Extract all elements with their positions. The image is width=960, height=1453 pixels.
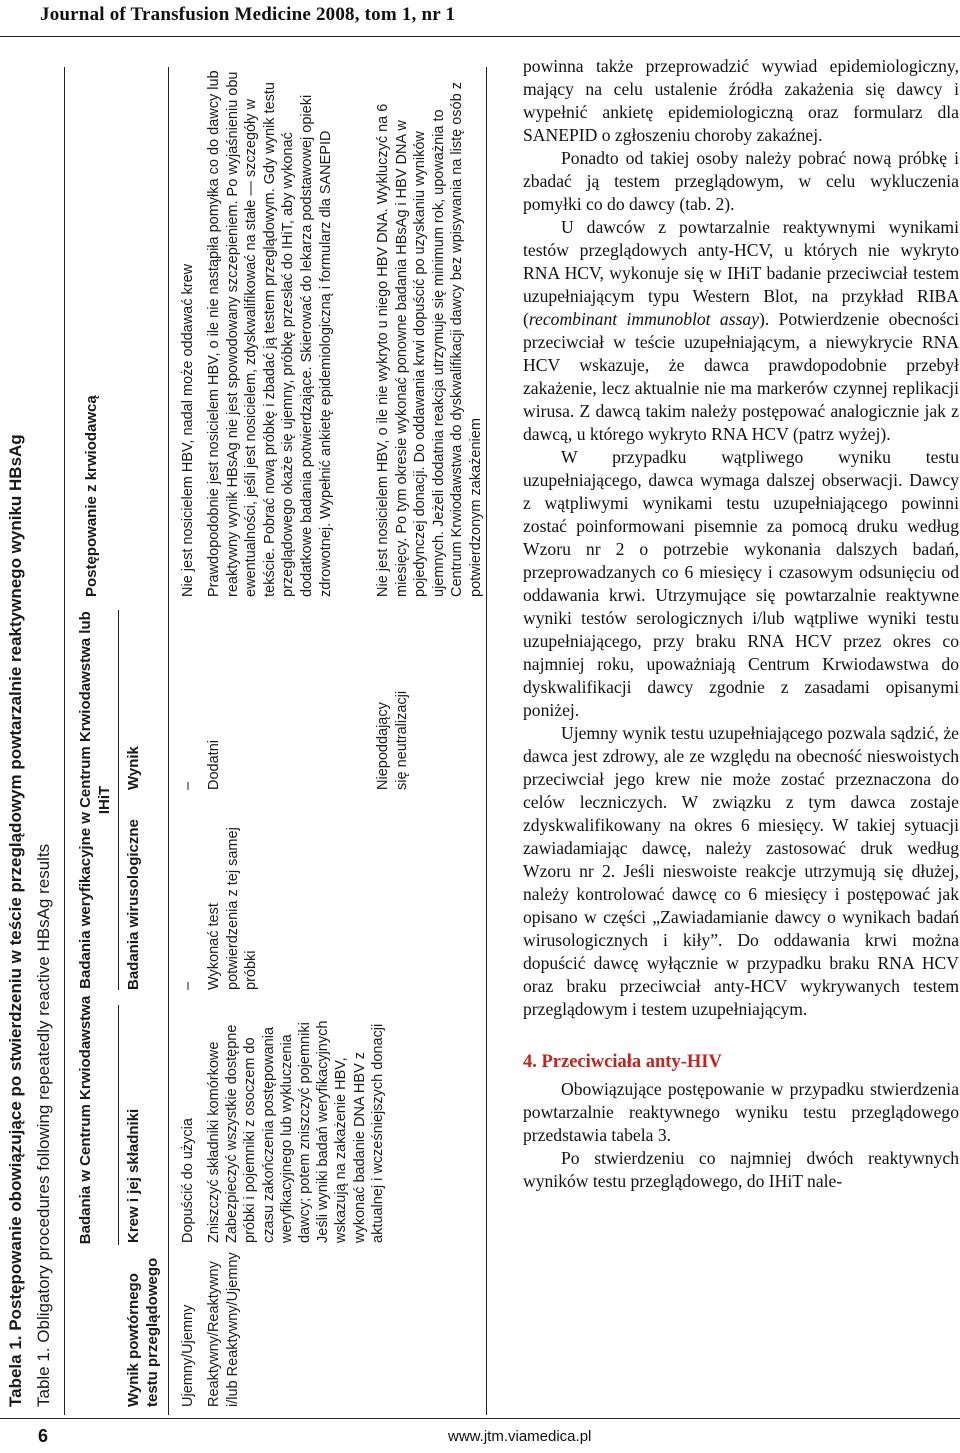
header-result: Wynik powtórnego testu przeglądowego [125, 1257, 161, 1407]
header-bottom-rule [168, 67, 169, 1415]
table-bottom-rule [486, 67, 487, 1415]
group-header-centre: Badania w Centrum Krwiodawstwa [77, 995, 94, 1245]
journal-header: Journal of Transfusion Medicine 2008, tom 1, nr 1 [40, 4, 456, 25]
footer-url: www.jtm.viamedica.pl [448, 1428, 592, 1445]
page-number: 6 [38, 1426, 49, 1446]
table-row-1-blood: Dopuścić do użycia [180, 1118, 196, 1243]
rotated-table [0, 40, 500, 1415]
paragraph-6: Obowiązujące postępowanie w przypadku stwierdzenia powtarzalnie reaktywnego wyniku testu przeglądowego przedstawia tabela 3. [523, 1079, 959, 1145]
paragraph-3-part-b: ). Potwierdzenie obecności przeciwciał w teście uzupełniającym, a niewykrycie RNA HCV wskazuje, że dawca prawdopodobnie przebył zakażenie, lecz aktualnie nie ma markerów czynnej replikacji wirusa. Z dawcą takim należy postępować analogicznie jak z dawcą, u którego wykryto RNA HCV (patrz wyżej). [523, 309, 960, 444]
header-procedure: Postępowanie z krwiodawcą [83, 395, 100, 597]
body-text-column [523, 55, 959, 1193]
paragraph-5: Ujemny wynik testu uzupełniającego pozwala sądzić, że dawca jest zdrowy, ale ze względu na obecność nieswoistych przeciwciał jego krew nie może zostać przeznaczona do celów leczniczych. W związku z tym dawca zostaje zdyskwalifikowany na okres 6 miesięcy. W takiej sytuacji zawiadamiając dawcę, należy zastosować druk według Wzoru nr 2. Jeśli nieswoiste reakcje utrzymują się dłużej, należy kontrolować dawcę co 6 miesięcy i postępować jak opisano w części „Zawiadamianie dawcy o wynikach badań wirusologicznych i kiły”. Do oddawania krwi można dopuścić dawcę wyłącznie w przypadku braku RNA HCV oraz braku przeciwciał anty-HCV wykrywanych testem przeglądowym i testem uzupełniającym. [523, 723, 959, 1019]
table-caption-en: Table 1. Obligatory procedures following repeatedly reactive HBsAg results [34, 843, 53, 1407]
header-blood: Krew i jej składniki [125, 1108, 142, 1243]
paragraph-4: W przypadku wątpliwego wyniku testu uzupełniającego, dawca wymaga dalszej obserwacji. Dawcy z wątpliwymi wynikami testu uzupełniającego powinni zostać poinformowani pisemnie za pomocą druku według Wzoru nr 2 o potrzebie wykonania dalszych badań, przeprowadzanych co 6 miesięcy i czasowym odsunięciu od oddawania krwi. Utrzymujące się powtarzalnie reaktywne wyniki testów serologicznych i/lub wątpliwe wyniki testu uzupełniającego, przy braku RNA HCV przez okres co najmniej roku, upoważniają Centrum Krwiodawstwa do dyskwalifikacji dawcy zgodnie z zasadami opisanymi poniżej. [523, 447, 959, 720]
table-row-1-virology: – [180, 981, 196, 990]
paragraph-1: powinna także przeprowadzić wywiad epidemiologiczny, mający na celu ustalenie źródła zakażenia się dawcy i wypełnić ankietę epidemiologiczną oraz formularz dla SANEPID o zgłoszeniu choroby zakaźnej. [523, 56, 959, 145]
header-virology: Badania wirusologiczne [125, 819, 142, 990]
table-row-2-procedure: Prawdopodobnie jest nosicielem HBV, o ile nie nastąpiła pomyłka co do dawcy lub reaktywny wynik HBsAg nie jest spowodowany szczepieniem. Po wyjaśnieniu obu ewentualności, jeśli jest nosicielem, zdyskwalifikować na stałe — szczegóły w tekście. Pobrać nową próbkę i zbadać ją testem przeglądowym. Gdy wynik testu przeglądowego okaże się ujemny, próbkę przesłać do IHiT, aby wykonać dodatkowe badania potwierdzające. Skierować do lekarza podstawowej opieki zdrowotnej. Wypełnić ankietę epidemiologiczną i formularz dla SANEPID [206, 70, 334, 597]
paragraph-3 [523, 216, 959, 446]
paragraph-3-italic: recombinant immunoblot assay [528, 309, 760, 329]
table-area [0, 40, 500, 1415]
table-row-1-result: Ujemny/Ujemny [180, 1304, 196, 1407]
table-row-3-procedure: Nie jest nosicielem HBV, o ile nie wykryto u niego HBV DNA. Wykluczyć na 6 miesięcy. Po tym okresie wykonać ponowne badania HBsAg i HBV DNA w pojedynczej donacji. Do oddawania krwi dopuścić po uzyskaniu wyników ujemnych. Jeżeli dodatnia reakcja utrzymuje się minimum rok, upoważnia to Centrum Krwiodawstwa do dyskwalifikacji dawcy bez wpisywania na listę osób z potwierdzonym zakażeniem [375, 82, 484, 597]
footer-rule [0, 1418, 960, 1419]
table-top-rule [64, 67, 65, 1415]
table-row-2-blood: Zniszczyć składniki komórkowe Zabezpieczyć wszystkie dostępne próbki i pojemniki z osoczem do czasu zakończenia postępowania weryfikacyjnego lub wykluczenia dawcy; potem zniszczyć pojemniki Jeśli wyniki badań weryfikacyjnych wskazują na zakażenie HBV, wykonać badanie DNA HBV z aktualnej i wcześniejszych donacji [206, 1020, 386, 1243]
table-row-2-result: Reaktywny/Reaktywny i/lub Reaktywny/Ujemny [206, 1252, 241, 1407]
table-caption-pl: Tabela 1. Postępowanie obowiązujące po stwierdzeniu w teście przeglądowym powtarzalnie reaktywnego wyniku HBsAg [6, 434, 25, 1407]
paragraph-3-part-a: U dawców z powtarzalnie reaktywnymi wynikami testów przeglądowych anty-HCV, u których nie wykryto RNA HCV, wykonuje się w IHiT badanie przeciwciał testem uzupełniającym typu Western Blot, na przykład RIBA ( [523, 217, 959, 329]
table-row-2-outcome: Dodatni [206, 740, 222, 790]
table-row-1-procedure: Nie jest nosicielem HBV, nadal może oddawać krew [180, 263, 196, 597]
header-rule [0, 36, 960, 37]
group-rule-centre [118, 1005, 119, 1245]
header-outcome: Wynik [125, 746, 142, 790]
table-row-3-outcome: Niepoddający się neutralizacji [375, 690, 410, 790]
paragraph-7: Po stwierdzeniu co najmniej dwóch reaktywnych wyników testu przeglądowego, do IHiT nale- [523, 1148, 959, 1191]
table-row-1-outcome: – [180, 781, 196, 790]
table-row-2-virology: Wykonać test potwierdzenia z tej samej próbki [206, 827, 260, 990]
group-rule-verification [118, 610, 119, 990]
section-heading: 4. Przeciwciała anty-HIV [523, 1052, 722, 1072]
paragraph-2: Ponadto od takiej osoby należy pobrać nową próbkę i zbadać ją testem przeglądowym, w celu wykluczenia pomyłki co do dawcy (tab. 2). [523, 148, 959, 214]
group-header-verification: Badania weryfikacyjne w Centrum Krwiodawstwa lub IHiT [77, 611, 113, 989]
